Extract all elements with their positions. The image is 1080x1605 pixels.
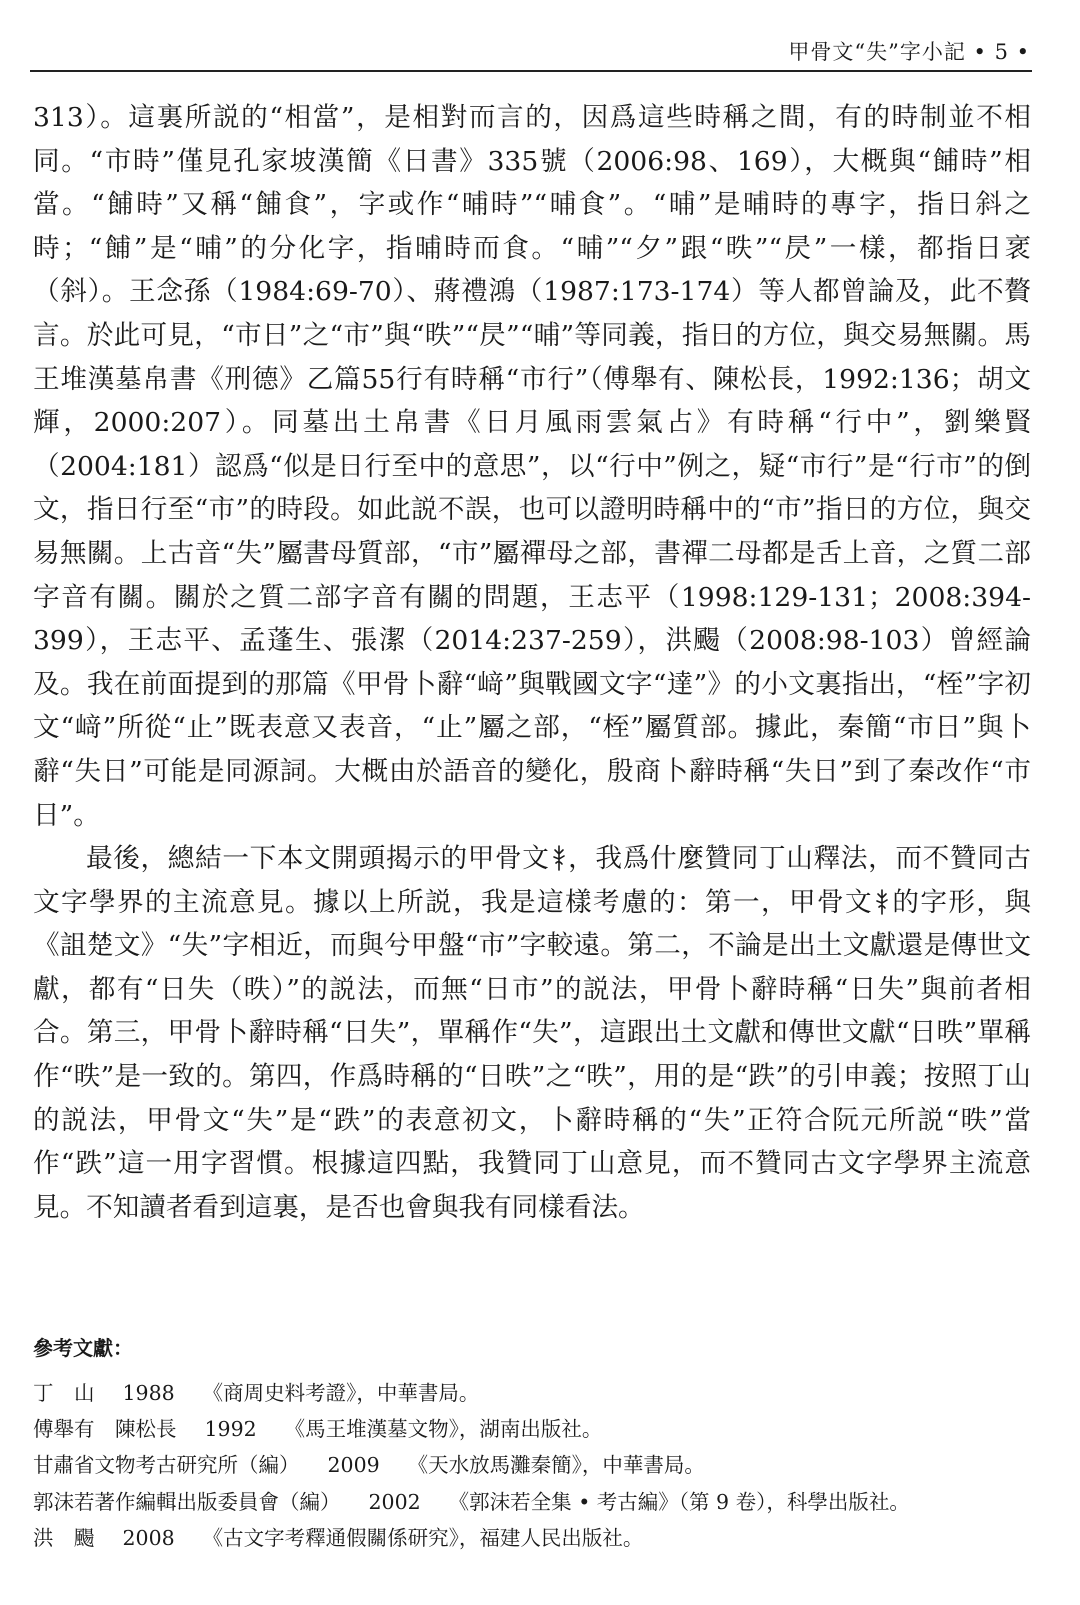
reference-year: 2008 (122, 1525, 175, 1550)
reference-year: 1988 (122, 1381, 175, 1405)
oracle-bone-glyph-icon (552, 845, 566, 871)
reference-item (33, 1411, 1031, 1447)
running-header (30, 24, 1032, 72)
running-title: 甲骨文“失”字小記 • 5 • (788, 40, 1030, 64)
oracle-bone-glyph-icon (875, 889, 889, 915)
reference-author: 丁 山 (33, 1381, 95, 1405)
reference-title: 《郭沫若全集 • 考古編》（第 9 卷），科學出版社。 (448, 1489, 910, 1514)
reference-item (33, 1375, 1031, 1411)
reference-title: 《天水放馬灘秦簡》，中華書局。 (407, 1453, 705, 1478)
references-heading: 參考文獻： (33, 1336, 133, 1360)
reference-year: 2002 (368, 1489, 421, 1514)
paragraph-2-part-1: 最後，總結一下本文開頭揭示的甲骨文 (86, 843, 550, 875)
reference-item (33, 1520, 1031, 1556)
reference-title: 《商周史料考證》，中華書局。 (202, 1381, 480, 1405)
reference-year: 2009 (327, 1453, 380, 1478)
reference-author: 甘肅省文物考古研究所（編） (33, 1453, 300, 1478)
paragraph-1: 313）。這裏所説的“相當”，是相對而言的，因爲這些時稱之間，有的時制並不相同。“市時”僅見孔家坡漢簡《日書》335號（2006:98、169），大概與“餔時”相當。“餔時”又稱“餔食”，字或作“晡時”“晡食”。“晡”是晡時的專字，指日斜之時；“餔”是“晡”的分化字，指晡時而食。“晡”“夕”跟“昳”“昃”一樣，都指日衺（斜）。王念孫（1984:69-70）、蔣禮鴻（1987:173-174）等人都曾論及，此不贅言。於此可見，“市日”之“市”與“昳”“昃”“晡”等同義，指日的方位，與交易無關。馬王堆漢墓帛書《刑德》乙篇55行有時稱“市行”（傅舉有、陳松長，1992:136；胡文輝，2000:207）。同墓出土帛書《日月風雨雲氣占》有時稱“行中”，劉樂賢（2004:181）認爲“似是日行至中的意思”，以“行中”例之，疑“市行”是“行市”的倒文，指日行至“市”的時段。如此説不誤，也可以證明時稱中的“市”指日的方位，與交易無關。上古音“失”屬書母質部，“市”屬禪母之部，書禪二母都是舌上音，之質二部字音有關。關於之質二部字音有關的問題，王志平（1998:129-131；2008:394-399），王志平、孟蓬生、張潔（2014:237-259），洪颺（2008:98-103）曾經論及。我在前面提到的那篇《甲骨卜辭“﨑”與戰國文字“達”》的小文裏指出，“桎”字初文“﨑”所從“止”既表意又表音，“止”屬之部，“桎”屬質部。據此，秦簡“市日”與卜辭“失日”可能是同源詞。大概由於語音的變化，殷商卜辭時稱“失日”到了秦改作“市日”。 (33, 102, 1031, 831)
reference-item (33, 1447, 1031, 1483)
reference-year: 1992 (204, 1417, 257, 1442)
reference-author: 傅舉有 陳松長 (33, 1417, 177, 1442)
paragraph-2 (33, 837, 1031, 1229)
paragraph-2-part-3: 的字形，與《詛楚文》“失”字相近，而與兮甲盤“市”字較遠。第二，不論是出土文獻還是傳世文獻，都有“日失（昳）”的説法，而無“日市”的説法，甲骨卜辭時稱“日失”與前者相合。第三，甲骨卜辭時稱“日失”，單稱作“失”，這跟出土文獻和傳世文獻“日昳”單稱作“昳”是一致的。第四，作爲時稱的“日昳”之“昳”，用的是“跌”的引申義；按照丁山的説法，甲骨文“失”是“跌”的表意初文，卜辭時稱的“失”正符合阮元所説“昳”當作“跌”這一用字習慣。根據這四點，我贊同丁山意見，而不贊同古文字學界主流意見。不知讀者看到這裏，是否也會與我有同樣看法。 (33, 886, 1031, 1223)
article-body (33, 96, 1031, 1229)
reference-author: 郭沫若著作編輯出版委員會（編） (33, 1489, 341, 1514)
reference-title: 《古文字考釋通假關係研究》，福建人民出版社。 (202, 1525, 644, 1550)
reference-title: 《馬王堆漢墓文物》，湖南出版社。 (284, 1417, 603, 1442)
references-section (33, 1333, 1031, 1556)
paragraph-2-part-2: ，我爲什麼贊同丁山釋法，而不贊同古文字學界的主流意見。據以上所説，我是這樣考慮的：第一，甲骨文 (33, 843, 1031, 918)
reference-item (33, 1484, 1031, 1520)
reference-author: 洪 颺 (33, 1525, 95, 1550)
